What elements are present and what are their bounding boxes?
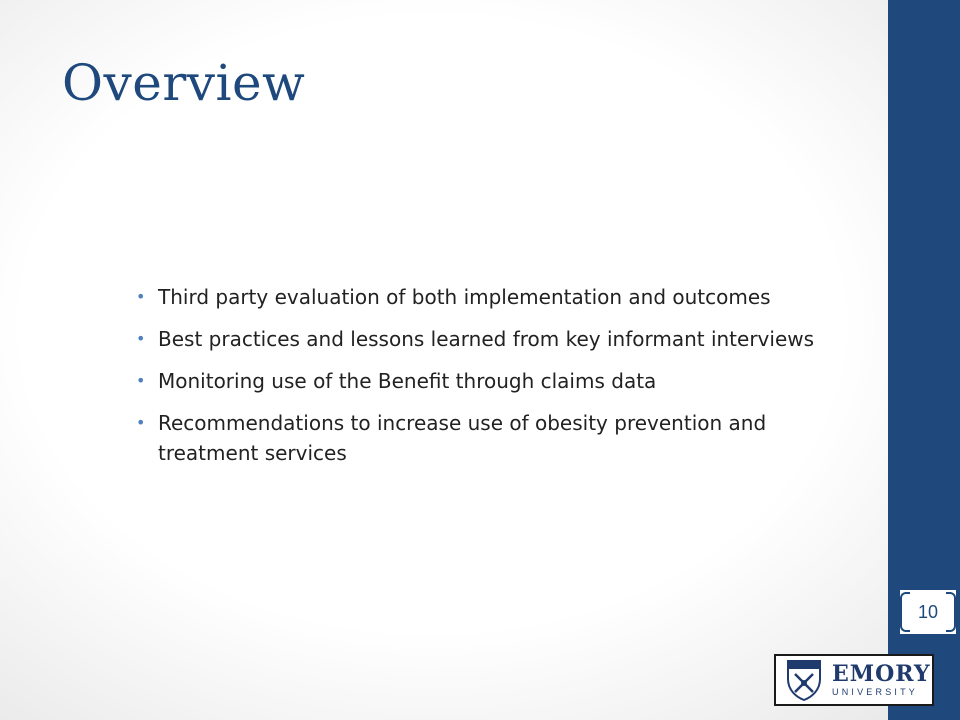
bullet-list	[132, 282, 832, 480]
bullet-text: Best practices and lessons learned from key informant interviews	[158, 327, 815, 351]
bullet-dot-icon: •	[136, 287, 146, 306]
slide-title: Overview	[62, 54, 306, 112]
bullet-text: Monitoring use of the Benefit through claims data	[158, 369, 657, 393]
bullet-item	[132, 408, 832, 468]
bullet-dot-icon: •	[136, 371, 146, 390]
bullet-item	[132, 324, 832, 354]
right-brace-icon	[946, 592, 956, 632]
bullet-dot-icon: •	[136, 413, 146, 432]
page-number: 10	[917, 601, 939, 622]
bullet-text: Third party evaluation of both implementation and outcomes	[158, 285, 771, 309]
bullet-dot-icon: •	[136, 329, 146, 348]
bullet-item	[132, 366, 832, 396]
bullet-item	[132, 282, 832, 312]
shield-icon	[786, 659, 822, 701]
logo-name: EMORY	[832, 661, 931, 687]
page-number-box	[900, 590, 956, 634]
bullet-text: Recommendations to increase use of obesity prevention and treatment services	[158, 411, 767, 465]
emory-logo	[774, 654, 934, 706]
logo-subtitle: UNIVERSITY	[832, 687, 919, 697]
logo-text	[832, 662, 931, 698]
left-brace-icon	[900, 592, 910, 632]
